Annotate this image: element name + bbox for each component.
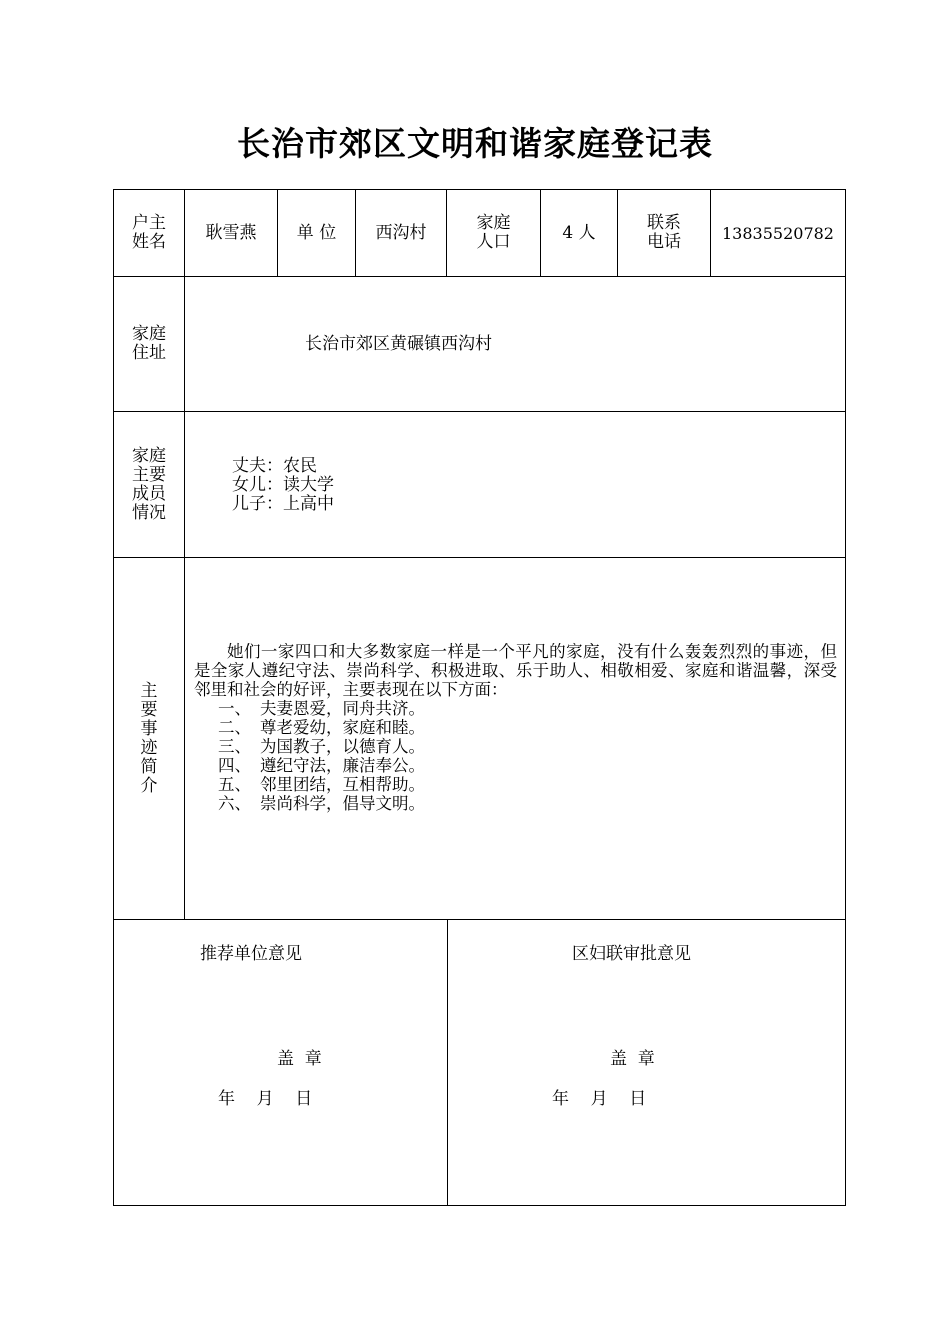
womens-federation-date: 年 月 日 [552,1089,647,1109]
contact-phone-value: 13835520782 [722,223,834,243]
unit-value: 西沟村 [375,222,427,243]
opinion-divider [447,919,448,1206]
address-value: 长治市郊区黄碾镇西沟村 [305,333,492,354]
family-members-list [232,457,334,514]
deeds-item: 六、 崇尚科学，倡导文明。 [218,794,425,813]
address-label: 家庭 住址 [132,324,166,363]
member-item: 丈夫：农民 [232,456,317,476]
recommending-unit-opinion-heading: 推荐单位意见 [200,944,302,964]
recommending-unit-seal: 盖 章 [277,1049,322,1069]
row-divider [113,411,846,412]
head-of-household-label: 户主 姓名 [132,213,166,252]
recommending-unit-date: 年 月 日 [218,1089,313,1109]
row-divider [113,276,846,277]
household-size-value: 4 人 [562,222,596,243]
deeds-item: 四、 遵纪守法，廉洁奉公。 [218,756,425,775]
deeds-item: 二、 尊老爱幼，家庭和睦。 [218,718,425,737]
contact-phone-label: 联系 电话 [647,213,681,252]
deeds-paragraph: 她们一家四口和大多数家庭一样是一个平凡的家庭，没有什么轰轰烈烈的事迹，但是全家人遵纪守法、崇尚科学、积极进取、乐于助人、相敬相爱、家庭和谐温馨，深受邻里和社会的好评，主要表现在以下方面： [194,642,837,699]
unit-label: 单 位 [296,222,337,243]
womens-federation-opinion-heading: 区妇联审批意见 [572,944,691,964]
label-column-divider [184,189,185,919]
head-of-household-value: 耿雪燕 [205,222,257,243]
row-divider [113,919,846,920]
womens-federation-seal: 盖 章 [610,1049,655,1069]
deeds-item: 五、 邻里团结，互相帮助。 [218,775,425,794]
main-deeds-text [194,642,837,813]
deeds-item: 三、 为国教子，以德育人。 [218,737,425,756]
member-item: 女儿：读大学 [232,475,334,495]
family-members-label: 家庭 主要 成员 情况 [132,445,166,523]
row-divider [113,557,846,558]
main-deeds-label: 主 要 事 迹 简 介 [140,680,158,796]
member-item: 儿子：上高中 [232,494,334,514]
deeds-item: 一、 夫妻恩爱，同舟共济。 [218,699,425,718]
page-title: 长治市郊区文明和谐家庭登记表 [237,124,713,163]
household-size-label: 家庭 人口 [476,213,511,252]
